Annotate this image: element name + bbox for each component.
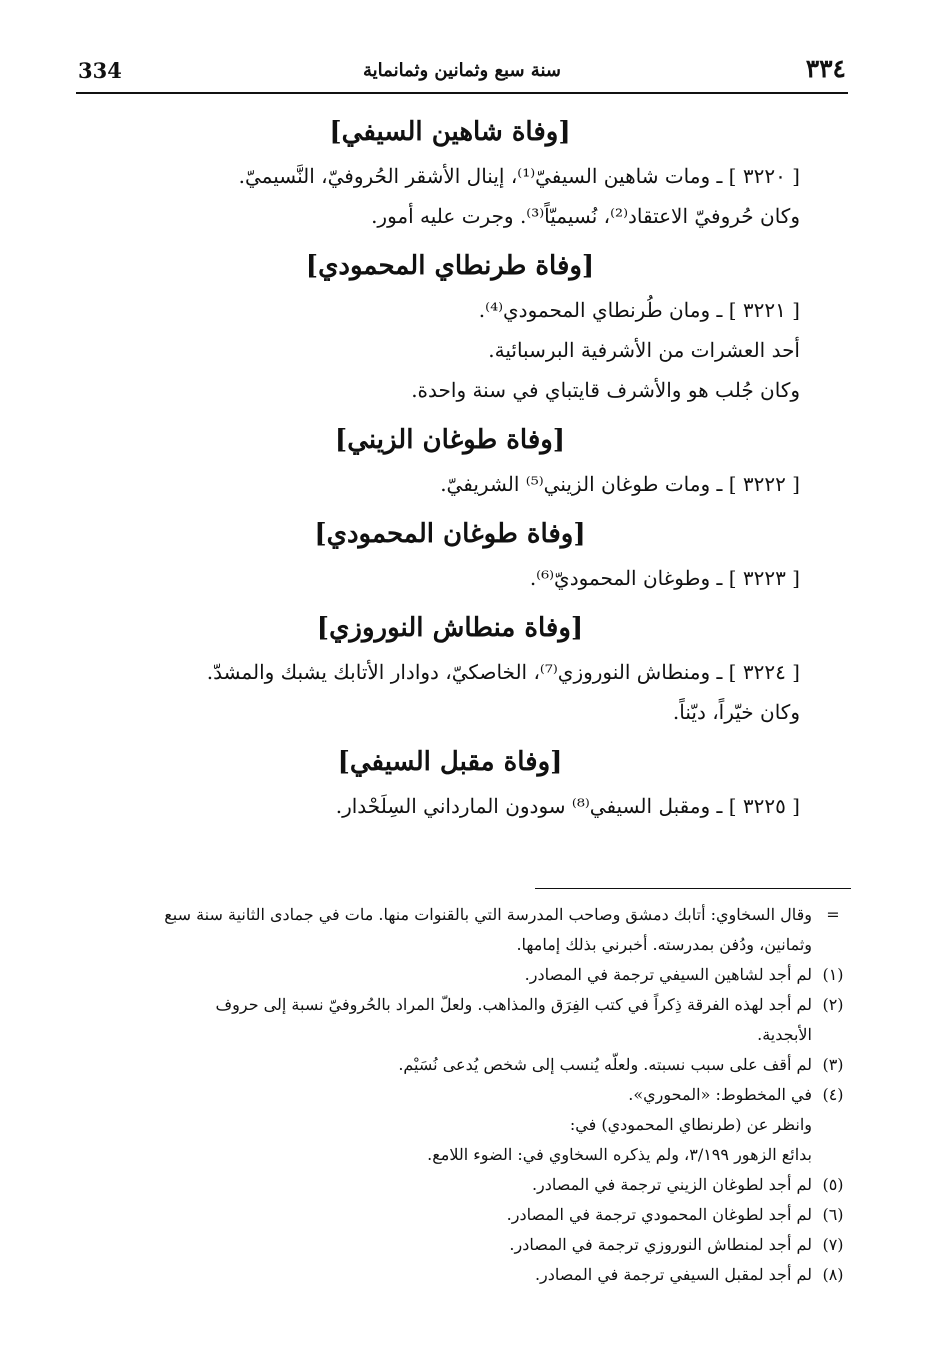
footnote-line: وقال السخاوي: أتابك دمشق وصاحب المدرسة التي بالقنوات منها. مات في جمادى الثانية سنة سبع — [164, 905, 812, 924]
footnote — [84, 900, 850, 960]
footnote-line: الأبجدية. — [757, 1025, 812, 1044]
footnote-marker: (٣) — [822, 1055, 844, 1074]
section-heading: [وفاة مقبل السيفي] — [337, 747, 563, 777]
entry-line: وكان حُروفيّ الاعتقاد⁽²⁾، نُسيميّاً⁽³⁾. وجرت عليه أمور. — [371, 204, 800, 228]
section-heading: [وفاة شاهين السيفي] — [329, 117, 571, 147]
footnote-line: وانظر عن (طرنطاي المحمودي) في: — [569, 1115, 812, 1134]
footnote — [84, 1230, 850, 1260]
entry-line: وكان خيّراً، ديّناً. — [672, 700, 800, 724]
footnote-line: لم أجد لشاهين السيفي ترجمة في المصادر. — [524, 965, 812, 984]
entry-line: [ ٣٢٢١ ] ـ ومان طُرنطاي المحمودي⁽⁴⁾. — [478, 298, 800, 322]
entry-line: [ ٣٢٢٥ ] ـ ومقبل السيفي⁽⁸⁾ سودون المارداني السِلَحْدار. — [335, 794, 800, 818]
page-number-latin: 334 — [78, 58, 122, 83]
footnote-line: لم أقف على سبب نسبته. ولعلّه يُنسب إلى شخص يُدعى نُسَيْم. — [398, 1055, 812, 1074]
footnote-line: لم أجد لمنطاش النوروزي ترجمة في المصادر. — [509, 1235, 812, 1254]
footnote-marker: (٨) — [822, 1265, 844, 1284]
main-text — [100, 106, 800, 826]
footnote-line: لم أجد لهذه الفرقة ذِكراً في كتب الفِرَق والمذاهب. ولعلّ المراد بالحُروفيّ نسبة إلى حروف — [215, 995, 812, 1014]
footnote-line: في المخطوط: «المحوري». — [628, 1085, 812, 1104]
footnote — [84, 1200, 850, 1230]
footnote — [84, 960, 850, 990]
footnote-line: لم أجد لطوغان الزيني ترجمة في المصادر. — [531, 1175, 812, 1194]
footnote-marker: (٦) — [822, 1205, 844, 1224]
footnote-line: لم أجد لمقبل السيفي ترجمة في المصادر. — [534, 1265, 812, 1284]
footnote — [84, 1260, 850, 1290]
footnote-marker: (٧) — [822, 1235, 844, 1254]
section-heading: [وفاة منطاش النوروزي] — [316, 613, 584, 643]
page-number-arabic: ٣٣٤ — [805, 54, 846, 83]
section-heading: [وفاة طرنطاي المحمودي] — [305, 251, 595, 281]
section-heading: [وفاة طوغان الزيني] — [334, 425, 566, 455]
section-heading: [وفاة طوغان المحمودي] — [314, 519, 586, 549]
footnote — [84, 1050, 850, 1080]
footnote-marker: = — [826, 905, 840, 924]
footnote-marker: (٤) — [822, 1085, 844, 1104]
footnote-marker: (١) — [822, 965, 844, 984]
entry-line: [ ٣٢٢٤ ] ـ ومنطاش النوروزي⁽⁷⁾، الخاصكيّ، دوادار الأتابك يشبك والمشدّ. — [206, 660, 800, 684]
footnotes — [84, 900, 850, 1290]
entry-line: [ ٣٢٢٠ ] ـ ومات شاهين السيفيّ⁽¹⁾، إينال الأشقر الحُروفيّ، النَّسيميّ. — [238, 164, 800, 188]
footnote-line: لم أجد لطوغان المحمودي ترجمة في المصادر. — [506, 1205, 812, 1224]
entry-line: وكان جُلب هو والأشرف قايتباي في سنة واحدة. — [411, 378, 800, 402]
footnote-line: بدائع الزهور ٣/١٩٩، ولم يذكره السخاوي في: الضوء اللامع. — [427, 1145, 812, 1164]
footnote-separator — [535, 888, 851, 889]
running-title: سنة سبع وثمانين وثمانماية — [363, 60, 561, 81]
entry-line: [ ٣٢٢٣ ] ـ وطوغان المحموديّ⁽⁶⁾. — [529, 566, 800, 590]
entry-line: أحد العشرات من الأشرفية البرسبائية. — [488, 338, 800, 362]
footnote — [84, 1080, 850, 1170]
footnote-marker: (٢) — [822, 995, 844, 1014]
footnote — [84, 990, 850, 1050]
page-header — [76, 52, 848, 94]
footnote-marker: (٥) — [822, 1175, 844, 1194]
footnote — [84, 1170, 850, 1200]
entry-line: [ ٣٢٢٢ ] ـ ومات طوغان الزيني⁽⁵⁾ الشريفيّ. — [440, 472, 800, 496]
footnote-line: وثمانين، ودُفن بمدرسته. أخبرني بذلك إمامها. — [516, 935, 812, 954]
